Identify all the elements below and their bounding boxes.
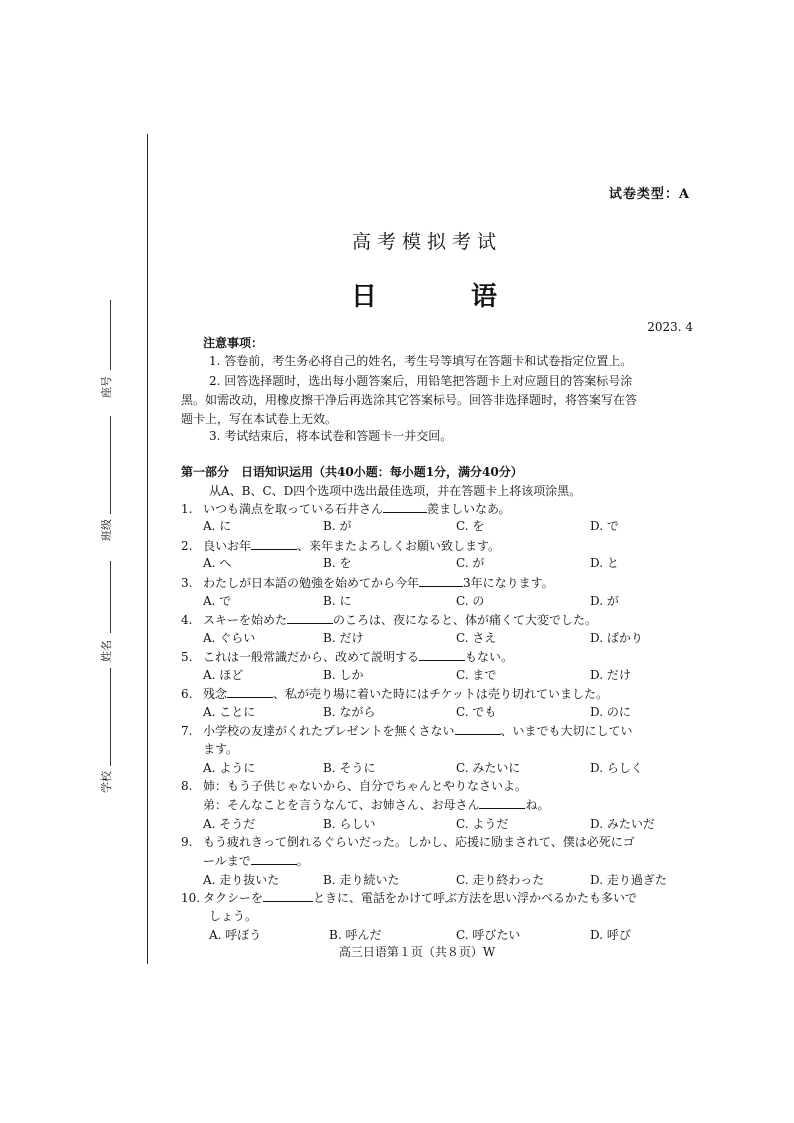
answer-blank xyxy=(419,649,465,661)
option-c: C. さえ xyxy=(456,631,497,645)
answer-blank xyxy=(419,575,463,587)
question-5 xyxy=(181,649,691,665)
binding-line xyxy=(147,134,148,964)
section-title: 第一部分 日语知识运用（共40小题：每小题1分，满分40分） xyxy=(181,465,523,479)
question-number: 6. xyxy=(181,687,193,701)
option-d: D. みたいだ xyxy=(590,817,655,831)
option-a: A. ことに xyxy=(203,705,256,719)
option-b: B. に xyxy=(323,594,352,608)
question-stem: タクシーを xyxy=(203,891,264,905)
question-8-line-2 xyxy=(203,797,550,813)
name-label: 姓名 xyxy=(100,640,113,662)
option-d: D. 走り過ぎた xyxy=(590,873,667,887)
option-b: B. が xyxy=(323,519,352,533)
notice-line-4: 题卡上，写在本试卷上无效。 xyxy=(181,412,338,426)
question-stem-end: 、来年またよろしくお願い致します。 xyxy=(297,539,501,553)
question-number: 5. xyxy=(181,650,193,664)
question-4 xyxy=(181,612,691,628)
answer-blank xyxy=(455,723,501,735)
option-c: C. まで xyxy=(456,668,497,682)
options-7 xyxy=(203,760,663,776)
question-number: 4. xyxy=(181,613,193,627)
option-a: A. 呼ぼう xyxy=(209,928,262,942)
options-5 xyxy=(203,667,663,683)
answer-blank xyxy=(263,890,313,902)
paper-type: 试卷类型：A xyxy=(608,187,690,202)
option-d: D. 呼び xyxy=(590,928,631,942)
option-c: C. でも xyxy=(456,705,497,719)
option-b: B. 走り続いた xyxy=(323,873,400,887)
option-c: C. みたいに xyxy=(456,761,521,775)
notice-line-1: 1. 答卷前，考生务必将自己的姓名，考生号等填写在答题卡和试卷指定位置上。 xyxy=(209,354,633,368)
option-d: D. が xyxy=(590,594,619,608)
subject-title: 日 语 xyxy=(350,282,531,312)
question-7 xyxy=(181,723,691,739)
option-a: A. ぐらい xyxy=(203,631,256,645)
option-d: D. だけ xyxy=(590,668,631,682)
answer-blank xyxy=(479,797,525,809)
question-number: 10. xyxy=(181,891,201,905)
question-number: 1. xyxy=(181,502,193,516)
section-instruction: 从A、B、C、D四个选项中选出最佳选项，并在答题卡上将该项涂黑。 xyxy=(209,484,582,498)
options-6 xyxy=(203,704,663,720)
answer-blank xyxy=(287,612,333,624)
option-a: A. 走り抜いた xyxy=(203,873,280,887)
option-a: A. で xyxy=(203,594,232,608)
question-9-continuation xyxy=(203,853,309,869)
exam-date: 2023. 4 xyxy=(647,320,693,334)
question-stem: 姉：もう子供じゃないから、自分でちゃんとやりなさいよ。 xyxy=(203,779,528,793)
question-number: 2. xyxy=(181,539,193,553)
question-10-continuation: しょう。 xyxy=(209,909,258,923)
question-stem: スキーを始めた xyxy=(203,613,288,627)
notice-line-2: 2. 回答选择题时，选出每小题答案后，用铅笔把答题卡上对应题目的答案标号涂 xyxy=(209,374,633,388)
question-stem-end: 、私が売り場に着いた時にはチケットは売り切れていました。 xyxy=(273,687,608,701)
option-a: A. そうだ xyxy=(203,817,256,831)
answer-blank xyxy=(251,538,297,550)
question-stem-end: 羨ましいなあ。 xyxy=(427,502,511,516)
option-d: D. と xyxy=(590,556,619,570)
question-number: 3. xyxy=(181,576,193,590)
page-footer: 高三日语第１页（共８页）W xyxy=(338,945,496,959)
option-b: B. しか xyxy=(323,668,364,682)
notice-title: 注意事项： xyxy=(203,336,264,350)
question-number: 8. xyxy=(181,779,193,793)
question-stem-end: もない。 xyxy=(465,650,514,664)
option-d: D. で xyxy=(590,519,619,533)
question-6 xyxy=(181,686,691,702)
option-b: B. そうに xyxy=(323,761,376,775)
question-stem: 残念 xyxy=(203,687,228,701)
question-stem: もう疲れきって倒れるぐらいだった。しかし、応援に励まされて、僕は必死にゴ xyxy=(203,835,635,849)
option-c: C. の xyxy=(456,594,485,608)
option-b: B. 呼んだ xyxy=(329,928,382,942)
option-b: B. ながら xyxy=(323,705,376,719)
option-d: D. ばかり xyxy=(590,631,643,645)
option-d: D. のに xyxy=(590,705,631,719)
question-stem-end: 、いまでも大切にしてい xyxy=(500,724,633,738)
question-stem: 小学校の友達がくれたプレゼントを無くさない xyxy=(203,724,455,738)
question-3 xyxy=(181,575,691,591)
option-b: B. らしい xyxy=(323,817,376,831)
option-a: A. へ xyxy=(203,556,232,570)
question-stem: 弟：そんなことを言うなんて、お姉さん、お母さん xyxy=(203,798,480,812)
option-a: A. ほど xyxy=(203,668,244,682)
option-b: B. だけ xyxy=(323,631,364,645)
question-7-continuation: ます。 xyxy=(203,742,239,756)
question-stem: これは一般常識だから、改めて説明する xyxy=(203,650,420,664)
question-stem-end: のころは、夜になると、体が痛くて大変でした。 xyxy=(333,613,598,627)
question-1 xyxy=(181,501,691,517)
question-stem-end: 3年になります。 xyxy=(463,576,554,590)
question-number: 7. xyxy=(181,724,193,738)
options-1 xyxy=(203,518,663,534)
school-label: 学校 xyxy=(100,771,113,793)
option-c: C. 呼びたい xyxy=(456,928,521,942)
option-a: A. に xyxy=(203,519,232,533)
answer-blank xyxy=(383,501,427,513)
options-2 xyxy=(203,555,663,571)
answer-blank xyxy=(227,686,273,698)
question-stem: わたしが日本語の勉強を始めてから今年 xyxy=(203,576,420,590)
question-stem: いつも満点を取っている石井さん xyxy=(203,502,384,516)
question-stem-end: ときに、電話をかけて呼ぶ方法を思い浮かべるかたも多いで xyxy=(313,891,638,905)
option-c: C. が xyxy=(456,556,485,570)
question-2 xyxy=(181,538,691,554)
question-number: 9. xyxy=(181,835,193,849)
options-10 xyxy=(209,927,669,943)
school-underline xyxy=(110,668,111,766)
class-underline xyxy=(110,416,111,514)
option-b: B. を xyxy=(323,556,352,570)
question-8 xyxy=(181,778,691,794)
option-a: A. ように xyxy=(203,761,256,775)
option-c: C. ようだ xyxy=(456,817,509,831)
name-underline xyxy=(110,561,111,633)
notice-line-3: 黑。如需改动，用橡皮擦干净后再选涂其它答案标号。回答非选择题时，将答案写在答 xyxy=(181,393,638,407)
answer-blank xyxy=(251,853,297,865)
question-stem: ールまで xyxy=(203,854,251,868)
option-d: D. らしく xyxy=(590,761,643,775)
question-stem: 良いお年 xyxy=(203,539,252,553)
notice-line-5: 3. 考试结束后，将本试卷和答题卡一并交回。 xyxy=(209,429,453,443)
option-c: C. を xyxy=(456,519,485,533)
options-8 xyxy=(203,816,663,832)
options-9 xyxy=(203,872,667,888)
options-3 xyxy=(203,593,663,609)
options-4 xyxy=(203,630,663,646)
question-stem-end: ね。 xyxy=(525,798,550,812)
class-label: 班级 xyxy=(100,519,113,541)
seat-label: 座号 xyxy=(100,376,113,398)
option-c: C. 走り終わった xyxy=(456,873,545,887)
question-10 xyxy=(181,890,691,906)
exam-title: 高考模拟考试 xyxy=(351,231,502,253)
question-stem-end: 。 xyxy=(296,854,309,868)
question-9 xyxy=(181,834,691,850)
